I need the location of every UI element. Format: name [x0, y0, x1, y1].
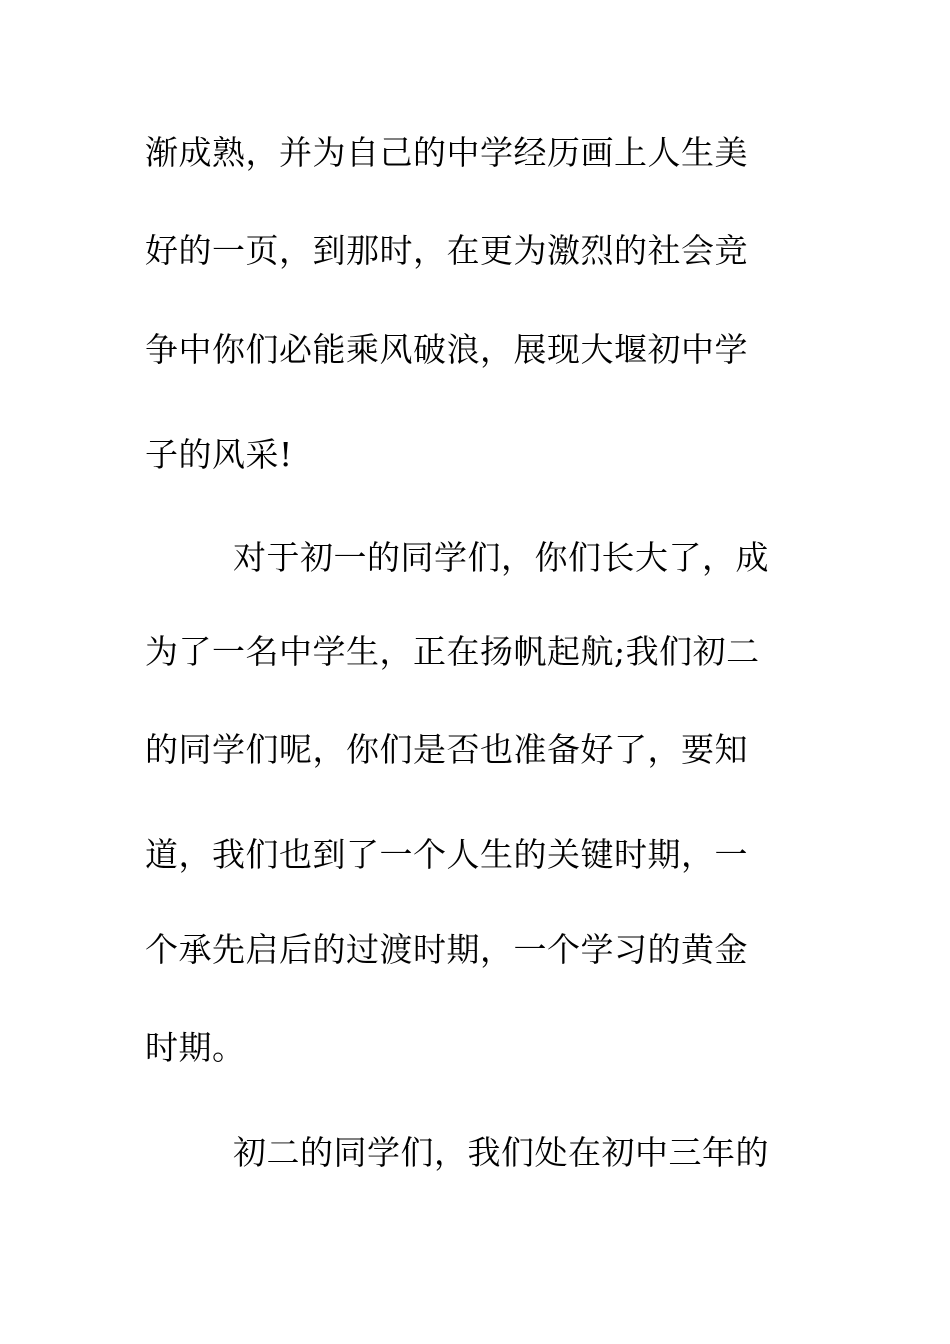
- text-line: 子的风采!: [145, 435, 293, 474]
- text-line: 好的一页，到那时，在更为激烈的社会竞: [145, 231, 748, 270]
- text-line: 渐成熟，并为自己的中学经历画上人生美: [145, 133, 748, 172]
- text-line: 为了一名中学生，正在扬帆起航;我们初二: [145, 632, 760, 671]
- text-line: 个承先启后的过渡时期，一个学习的黄金: [145, 930, 748, 969]
- paragraph-first-line: 对于初一的同学们，你们长大了，成: [233, 538, 769, 577]
- text-line: 时期。: [145, 1028, 246, 1067]
- text-line: 争中你们必能乘风破浪，展现大堰初中学: [145, 330, 748, 369]
- text-line: 道，我们也到了一个人生的关键时期，一: [145, 835, 748, 874]
- text-line: 的同学们呢，你们是否也准备好了，要知: [145, 730, 748, 769]
- paragraph-first-line: 初二的同学们，我们处在初中三年的: [233, 1133, 769, 1172]
